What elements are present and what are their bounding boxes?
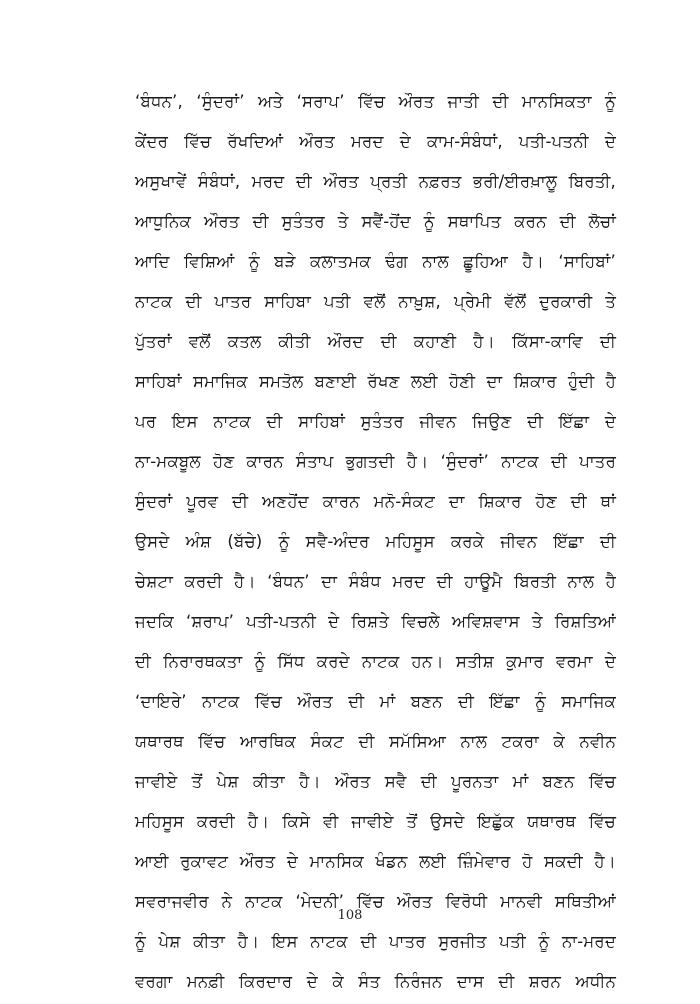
text-line: ਕੇਂਦਰ ਵਿੱਚ ਰੱਖਦਿਆਂ ਔਰਤ ਮਰਦ ਦੇ ਕਾਮ-ਸੰਬੰਧਾਂ, ਪਤੀ-ਪਤਨੀ ਦੇ [135,132,616,151]
text-line: ਵਰਗਾ ਮਨਫ਼ੀ ਕਿਰਦਾਰ ਦੇ ਕੇ ਸੰਤ ਨਿਰੰਜਨ ਦਾਸ ਦੀ ਸ਼ਰਨ ਅਧੀਨ [135,972,616,991]
text-line: ਅਸੁਖਾਵੇਂ ਸੰਬੰਧਾਂ, ਮਰਦ ਦੀ ਔਰਤ ਪ੍ਰਤੀ ਨਫ਼ਰਤ ਭਰੀ/ਈਰਖ਼ਾਲੂ ਬਿਰਤੀ, [135,172,616,191]
body-text [135,84,616,1004]
text-line: ਆਦਿ ਵਿਸ਼ਿਆਂ ਨੂੰ ਬੜੇ ਕਲਾਤਮਕ ਢੰਗ ਨਾਲ ਛੂਹਿਆ ਹੈ। ‘ਸਾਹਿਬਾਂ’ [135,252,616,271]
text-line: ‘ਬੰਧਨ’, ‘ਸੁੰਦਰਾਂ’ ਅਤੇ ‘ਸਰਾਪ’ ਵਿੱਚ ਔਰਤ ਜਾਤੀ ਦੀ ਮਾਨਸਿਕਤਾ ਨੂੰ [135,92,616,111]
text-line: ਯਥਾਰਥ ਵਿੱਚ ਆਰਥਿਕ ਸੰਕਟ ਦੀ ਸਮੱਸਿਆ ਨਾਲ ਟਕਰਾ ਕੇ ਨਵੀਨ [135,732,616,751]
text-line: ਜਾਵੀਏ ਤੋਂ ਪੇਸ਼ ਕੀਤਾ ਹੈ। ਔਰਤ ਸਵੈ ਦੀ ਪੂਰਨਤਾ ਮਾਂ ਬਣਨ ਵਿੱਚ [135,772,616,791]
text-line: ਆਈ ਰੁਕਾਵਟ ਔਰਤ ਦੇ ਮਾਨਸਿਕ ਖੰਡਨ ਲਈ ਜ਼ਿੰਮੇਵਾਰ ਹੋ ਸਕਦੀ ਹੈ। [135,852,616,871]
text-line: ਮਹਿਸੂਸ ਕਰਦੀ ਹੈ। ਕਿਸੇ ਵੀ ਜਾਵੀਏ ਤੋਂ ਉਸਦੇ ਇਛੁੱਕ ਯਥਾਰਥ ਵਿੱਚ [135,812,616,831]
text-line: ਸੁੰਦਰਾਂ ਪੂਰਵ ਦੀ ਅਣਹੋਂਦ ਕਾਰਨ ਮਨੋ-ਸੰਕਟ ਦਾ ਸ਼ਿਕਾਰ ਹੋਣ ਦੀ ਥਾਂ [135,492,616,511]
page-number: 108 [337,908,363,923]
text-line: ਸਵਰਾਜਵੀਰ ਨੇ ਨਾਟਕ ‘ਮੇਦਨੀ’ ਵਿੱਚ ਔਰਤ ਵਿਰੋਧੀ ਮਾਨਵੀ ਸਥਿਤੀਆਂ [135,892,616,911]
text-line: ਦੀ ਨਿਰਾਰਥਕਤਾ ਨੂੰ ਸਿੱਧ ਕਰਦੇ ਨਾਟਕ ਹਨ। ਸਤੀਸ਼ ਕੁਮਾਰ ਵਰਮਾ ਦੇ [135,652,616,671]
text-line: ਨਾ-ਮਕਬੂਲ ਹੋਣ ਕਾਰਨ ਸੰਤਾਪ ਭੁਗਤਦੀ ਹੈ। ‘ਸੁੰਦਰਾਂ’ ਨਾਟਕ ਦੀ ਪਾਤਰ [135,452,616,471]
text-line: ਚੇਸ਼ਟਾ ਕਰਦੀ ਹੈ। ‘ਬੰਧਨ’ ਦਾ ਸੰਬੰਧ ਮਰਦ ਦੀ ਹਾਊਮੈ ਬਿਰਤੀ ਨਾਲ ਹੈ [135,572,616,591]
text-line: ਪੁੱਤਰਾਂ ਵਲੋਂ ਕਤਲ ਕੀਤੀ ਔਰਦ ਦੀ ਕਹਾਣੀ ਹੈ। ਕਿੱਸਾ-ਕਾਵਿ ਦੀ [135,332,616,351]
text-line: ਪਰ ਇਸ ਨਾਟਕ ਦੀ ਸਾਹਿਬਾਂ ਸੁਤੰਤਰ ਜੀਵਨ ਜਿਉਣ ਦੀ ਇੱਛਾ ਦੇ [135,412,616,431]
text-line: ਸਾਹਿਬਾਂ ਸਮਾਜਿਕ ਸਮਤੋਲ ਬਣਾਈ ਰੱਖਣ ਲਈ ਹੋਣੀ ਦਾ ਸ਼ਿਕਾਰ ਹੁੰਦੀ ਹੈ [135,372,616,391]
text-line: ਜਦਕਿ ‘ਸ਼ਰਾਪ’ ਪਤੀ-ਪਤਨੀ ਦੇ ਰਿਸ਼ਤੇ ਵਿਚਲੇ ਅਵਿਸ਼ਵਾਸ ਤੇ ਰਿਸ਼ਤਿਆਂ [135,612,616,631]
text-line: ਨੂੰ ਪੇਸ਼ ਕੀਤਾ ਹੈ। ਇਸ ਨਾਟਕ ਦੀ ਪਾਤਰ ਸੁਰਜੀਤ ਪਤੀ ਨੂੰ ਨਾ-ਮਰਦ [135,932,616,951]
text-line: ਉਸਦੇ ਅੰਸ਼ (ਬੱਚੇ) ਨੂੰ ਸਵੈ-ਅੰਦਰ ਮਹਿਸੂਸ ਕਰਕੇ ਜੀਵਨ ਇੱਛਾ ਦੀ [135,532,616,551]
text-line: ਆਧੁਨਿਕ ਔਰਤ ਦੀ ਸੁਤੰਤਰ ਤੇ ਸਵੈਂ-ਹੋਂਦ ਨੂੰ ਸਥਾਪਿਤ ਕਰਨ ਦੀ ਲੋਚਾਂ [135,212,616,231]
text-line: ਨਾਟਕ ਦੀ ਪਾਤਰ ਸਾਹਿਬਾ ਪਤੀ ਵਲੋਂ ਨਾਖ਼ੁਸ਼, ਪ੍ਰੇਮੀ ਵੱਲੋਂ ਦੁਰਕਾਰੀ ਤੇ [135,292,616,311]
text-line: ‘ਦਾਇਰੇ’ ਨਾਟਕ ਵਿੱਚ ਔਰਤ ਦੀ ਮਾਂ ਬਣਨ ਦੀ ਇੱਛਾ ਨੂੰ ਸਮਾਜਿਕ [135,692,616,711]
